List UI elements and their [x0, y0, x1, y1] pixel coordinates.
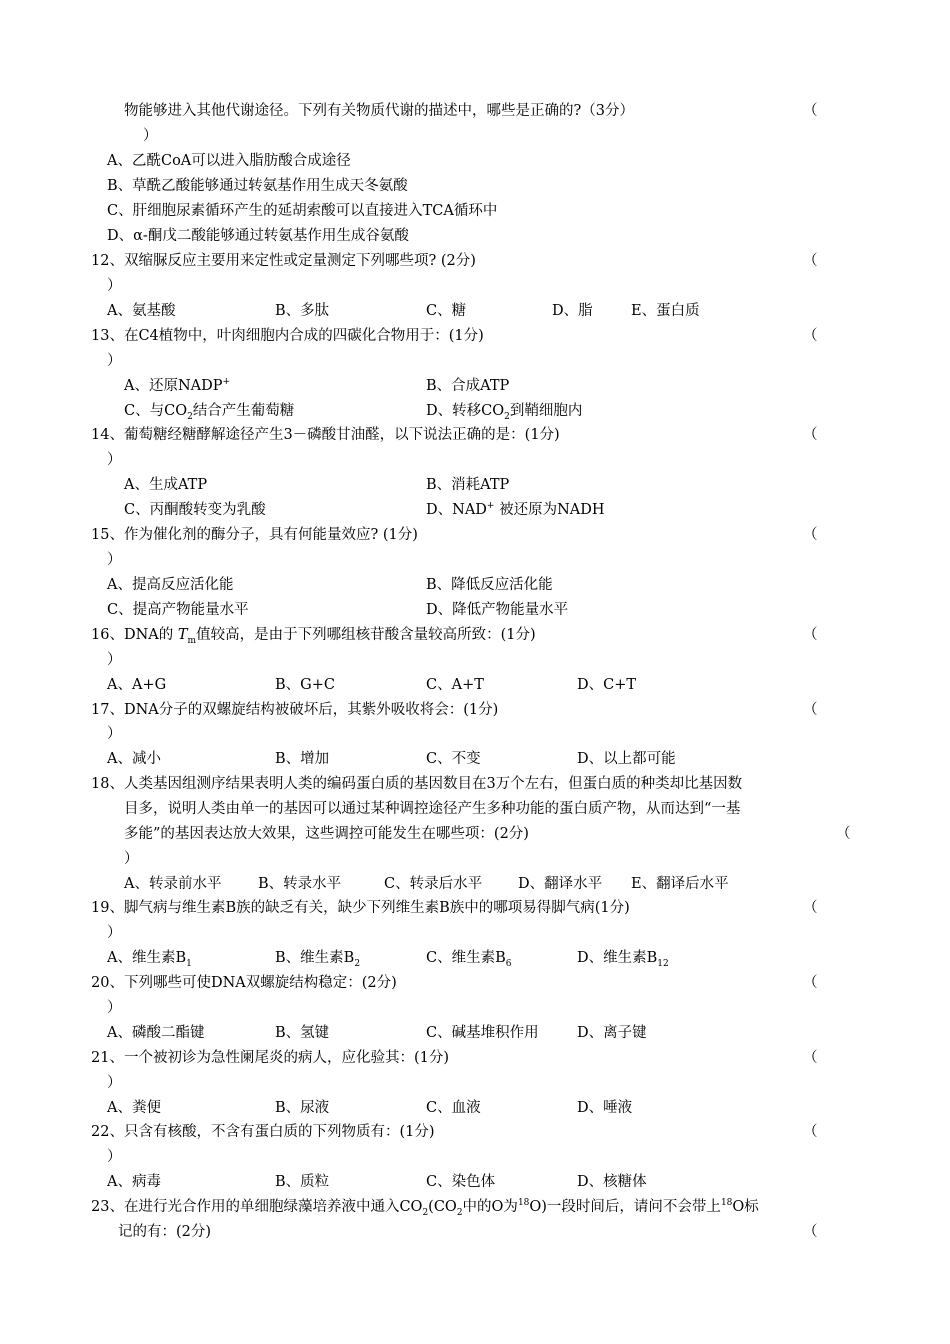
q20-option-a: A、磷酸二酯键	[107, 1025, 205, 1041]
q11-option-a: A、乙酰CoA可以进入脂肪酸合成途径	[107, 153, 351, 169]
q14-option-d: D、NAD+ 被还原为NADH	[426, 501, 605, 518]
q21-stem: 21、一个被初诊为急性阑尾炎的病人，应化验其：(1分)	[91, 1050, 449, 1066]
q18-stem-line2: 目多，说明人类由单一的基因可以通过某种调控途径产生多种功能的蛋白质产物，从而达到“一基	[124, 801, 741, 817]
q18-option-e: E、翻译后水平	[631, 876, 729, 892]
q14-stem: 14、葡萄糖经糖酵解途径产生3－磷酸甘油醛，以下说法正确的是：(1分)	[91, 427, 560, 443]
q21-option-c: C、血液	[426, 1100, 481, 1116]
q12-stem: 12、双缩脲反应主要用来定性或定量测定下列哪些项? (2分)	[91, 253, 476, 269]
q16-answer-paren-close: ）	[107, 652, 122, 668]
q21-answer-paren-close: ）	[107, 1075, 122, 1091]
q19-answer-paren-close: ）	[107, 925, 122, 941]
q21-option-a: A、粪便	[107, 1100, 161, 1116]
q17-option-c: C、不变	[426, 751, 481, 767]
q16-stem: 16、DNA的 $T_m$值较高，是由于下列哪组核苷酸含量较高所致：(1分)	[91, 627, 536, 646]
q12-option-e: E、蛋白质	[631, 303, 700, 319]
q17-option-a: A、减小	[107, 751, 161, 767]
q13-stem: 13、在C4植物中，叶肉细胞内合成的四碳化合物用于：(1分)	[91, 328, 484, 344]
q14-option-b: B、消耗ATP	[426, 477, 510, 493]
q23-stem-line2: 记的有：(2分)	[118, 1224, 212, 1240]
q19-option-a: A、维生素$B_1$	[107, 950, 192, 969]
q15-answer-paren-close: ）	[107, 552, 122, 568]
q15-option-c: C、提高产物能量水平	[107, 602, 249, 618]
q19-answer-paren-open[interactable]: （	[803, 900, 818, 916]
q15-option-a: A、提高反应活化能	[107, 577, 234, 593]
q15-answer-paren-open[interactable]: （	[803, 527, 818, 543]
q11-answer-paren-open[interactable]: （	[803, 103, 818, 119]
q18-stem-line3: 多能”的基因表达放大效果，这些调控可能发生在哪些项：(2分)	[124, 826, 529, 842]
q17-option-b: B、增加	[275, 751, 330, 767]
q22-option-c: C、染色体	[426, 1174, 496, 1190]
q19-option-d: D、维生素$B_{12}$	[577, 950, 669, 969]
q18-answer-paren-close: ）	[124, 851, 139, 867]
q20-option-b: B、氢键	[275, 1025, 330, 1041]
q23-answer-paren-open[interactable]: （	[803, 1224, 818, 1240]
q22-option-b: B、质粒	[275, 1174, 330, 1190]
q21-answer-paren-open[interactable]: （	[803, 1050, 818, 1066]
q11-answer-paren-close: ）	[143, 128, 158, 144]
q14-answer-paren-close: ）	[107, 452, 122, 468]
q20-answer-paren-close: ）	[107, 1000, 122, 1016]
q22-answer-paren-open[interactable]: （	[803, 1124, 818, 1140]
q21-option-d: D、唾液	[577, 1100, 633, 1116]
q22-answer-paren-close: ）	[107, 1149, 122, 1165]
q15-option-d: D、降低产物能量水平	[426, 602, 569, 618]
q19-stem: 19、脚气病与维生素B族的缺乏有关，缺少下列维生素B族中的哪项易得脚气病(1分)	[91, 900, 630, 916]
q18-answer-paren-open[interactable]: （	[836, 826, 851, 842]
q13-option-d: D、转移$CO_2$到鞘细胞内	[426, 403, 583, 422]
q11-option-b: B、草酰乙酸能够通过转氨基作用生成天冬氨酸	[107, 178, 408, 194]
q22-stem: 22、只含有核酸，不含有蛋白质的下列物质有：(1分)	[91, 1124, 435, 1140]
q16-option-a: A、A+G	[107, 677, 167, 693]
q14-option-c: C、丙酮酸转变为乳酸	[124, 502, 266, 518]
q12-option-c: C、糖	[426, 303, 467, 319]
q18-option-b: B、转录水平	[258, 876, 342, 892]
q18-option-d: D、翻译水平	[518, 876, 603, 892]
q19-option-b: B、维生素$B_2$	[275, 950, 361, 969]
q21-option-b: B、尿液	[275, 1100, 330, 1116]
q20-stem: 20、下列哪些可使DNA双螺旋结构稳定：(2分)	[91, 975, 397, 991]
q13-answer-paren-open[interactable]: （	[803, 328, 818, 344]
q22-option-a: A、病毒	[107, 1174, 161, 1190]
q17-answer-paren-open[interactable]: （	[803, 702, 818, 718]
q22-option-d: D、核糖体	[577, 1174, 647, 1190]
q16-option-d: D、C+T	[577, 677, 637, 693]
q12-answer-paren-close: ）	[107, 278, 122, 294]
q15-option-b: B、降低反应活化能	[426, 577, 553, 593]
q20-option-c: C、碱基堆积作用	[426, 1025, 539, 1041]
q16-option-b: B、G+C	[275, 677, 335, 693]
q14-option-a: A、生成ATP	[124, 477, 208, 493]
q18-stem-line1: 18、人类基因组测序结果表明人类的编码蛋白质的基因数目在3万个左右，但蛋白质的种类却比基因数	[91, 776, 743, 792]
q17-option-d: D、以上都可能	[577, 751, 676, 767]
q12-option-b: B、多肽	[275, 303, 330, 319]
q11-option-d: D、α-酮戊二酸能够通过转氨基作用生成谷氨酸	[107, 228, 409, 244]
q12-option-a: A、氨基酸	[107, 303, 176, 319]
q17-stem: 17、DNA分子的双螺旋结构被破坏后，其紫外吸收将会：(1分)	[91, 702, 499, 718]
q20-answer-paren-open[interactable]: （	[803, 975, 818, 991]
q16-option-c: C、A+T	[426, 677, 484, 693]
q14-answer-paren-open[interactable]: （	[803, 427, 818, 443]
q20-option-d: D、离子键	[577, 1025, 647, 1041]
q15-stem: 15、作为催化剂的酶分子，具有何能量效应? (1分)	[91, 527, 418, 543]
q16-answer-paren-open[interactable]: （	[803, 627, 818, 643]
q18-option-a: A、转录前水平	[124, 876, 222, 892]
q11-option-c: C、肝细胞尿素循环产生的延胡索酸可以直接进入TCA循环中	[107, 203, 498, 219]
q13-answer-paren-close: ）	[107, 353, 122, 369]
q13-option-b: B、合成ATP	[426, 378, 510, 394]
q11-stem-continuation: 物能够进入其他代谢途径。下列有关物质代谢的描述中，哪些是正确的?（3分）	[124, 103, 634, 119]
q17-answer-paren-close: ）	[107, 726, 122, 742]
q19-option-c: C、维生素$B_6$	[426, 950, 512, 969]
q12-option-d: D、脂	[552, 303, 593, 319]
q13-option-c: C、与$CO_2$结合产生葡萄糖	[124, 403, 295, 422]
q18-option-c: C、转录后水平	[384, 876, 483, 892]
q13-option-a: A、还原NADP+	[124, 377, 231, 394]
q12-answer-paren-open[interactable]: （	[803, 253, 818, 269]
q23-stem-line1: 23、在进行光合作用的单细胞绿藻培养液中通入$CO_2(CO_2$中的O为$^{18}$O)一段时间后，请问不会带上$^{18}$O标	[91, 1198, 759, 1218]
